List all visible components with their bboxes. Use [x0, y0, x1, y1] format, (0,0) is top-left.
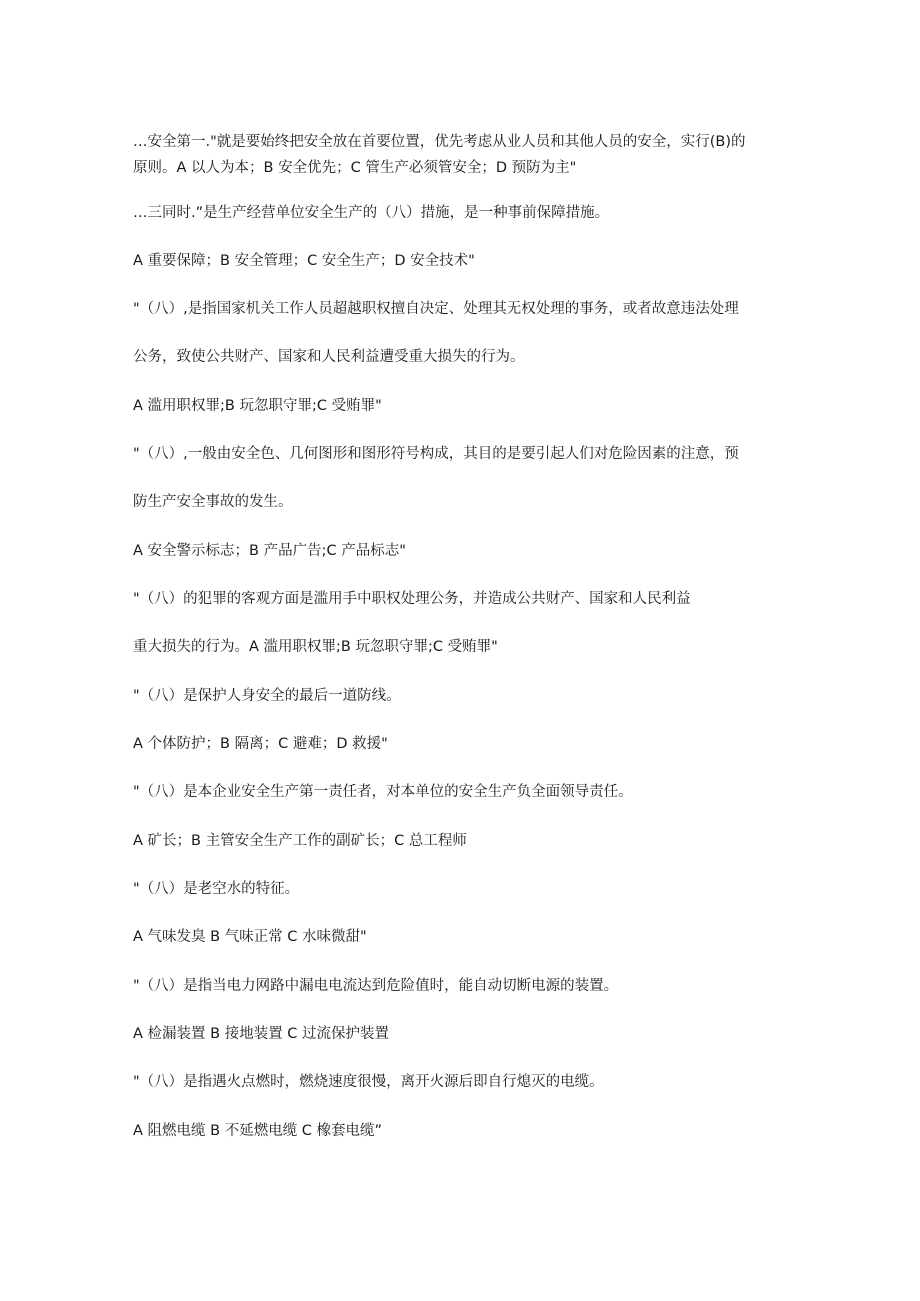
- text-line-20: A 检漏装置 B 接地装置 C 过流保护装置: [133, 1026, 390, 1042]
- text-line-11: "（八）的犯罪的客观方面是滥用手中职权处理公务，并造成公共财产、国家和人民利益: [133, 591, 691, 607]
- text-line-21: "（八）是指遇火点燃时，燃烧速度很慢，离开火源后即自行熄灭的电缆。: [133, 1074, 604, 1090]
- text-line-3: …三同时.”是生产经营单位安全生产的（八）措施，是一种事前保障措施。: [133, 205, 610, 221]
- text-line-8: "（八）,一般由安全色、几何图形和图形符号构成，其目的是要引起人们对危险因素的注意，预: [133, 446, 739, 462]
- text-line-9: 防生产安全事故的发生。: [133, 494, 293, 510]
- text-line-19: "（八）是指当电力网路中漏电电流达到危险值时，能自动切断电源的装置。: [133, 978, 619, 994]
- text-line-13: "（八）是保护人身安全的最后一道防线。: [133, 688, 401, 704]
- text-line-1: …安全第一."就是要始终把安全放在首要位置，优先考虑从业人员和其他人员的安全，实行(B)的: [133, 134, 746, 150]
- text-line-12: 重大损失的行为。A 滥用职权罪;B 玩忽职守罪;C 受贿罪": [133, 639, 498, 655]
- text-line-16: A 矿长；B 主管安全生产工作的副矿长；C 总工程师: [133, 833, 467, 849]
- text-line-4: A 重要保障；B 安全管理；C 安全生产；D 安全技术": [133, 253, 475, 269]
- text-line-10: A 安全警示标志；B 产品广告;C 产品标志": [133, 543, 406, 559]
- text-line-14: A 个体防护；B 隔离；C 避难；D 救援": [133, 736, 388, 752]
- text-line-5: "（八）,是指国家机关工作人员超越职权擅自决定、处理其无权处理的事务，或者故意违法处理: [133, 301, 739, 317]
- text-line-7: A 滥用职权罪;B 玩忽职守罪;C 受贿罪": [133, 398, 382, 414]
- text-line-6: 公务，致使公共财产、国家和人民利益遭受重大损失的行为。: [133, 349, 525, 365]
- text-line-22: A 阻燃电缆 B 不延燃电缆 C 橡套电缆”: [133, 1123, 383, 1139]
- text-line-2: 原则。A 以人为本；B 安全优先；C 管生产必须管安全；D 预防为主": [133, 160, 577, 176]
- text-line-18: A 气味发臭 B 气味正常 C 水味微甜": [133, 929, 367, 945]
- text-line-15: "（八）是本企业安全生产第一责任者，对本单位的安全生产负全面领导责任。: [133, 784, 633, 800]
- text-line-17: "（八）是老空水的特征。: [133, 881, 300, 897]
